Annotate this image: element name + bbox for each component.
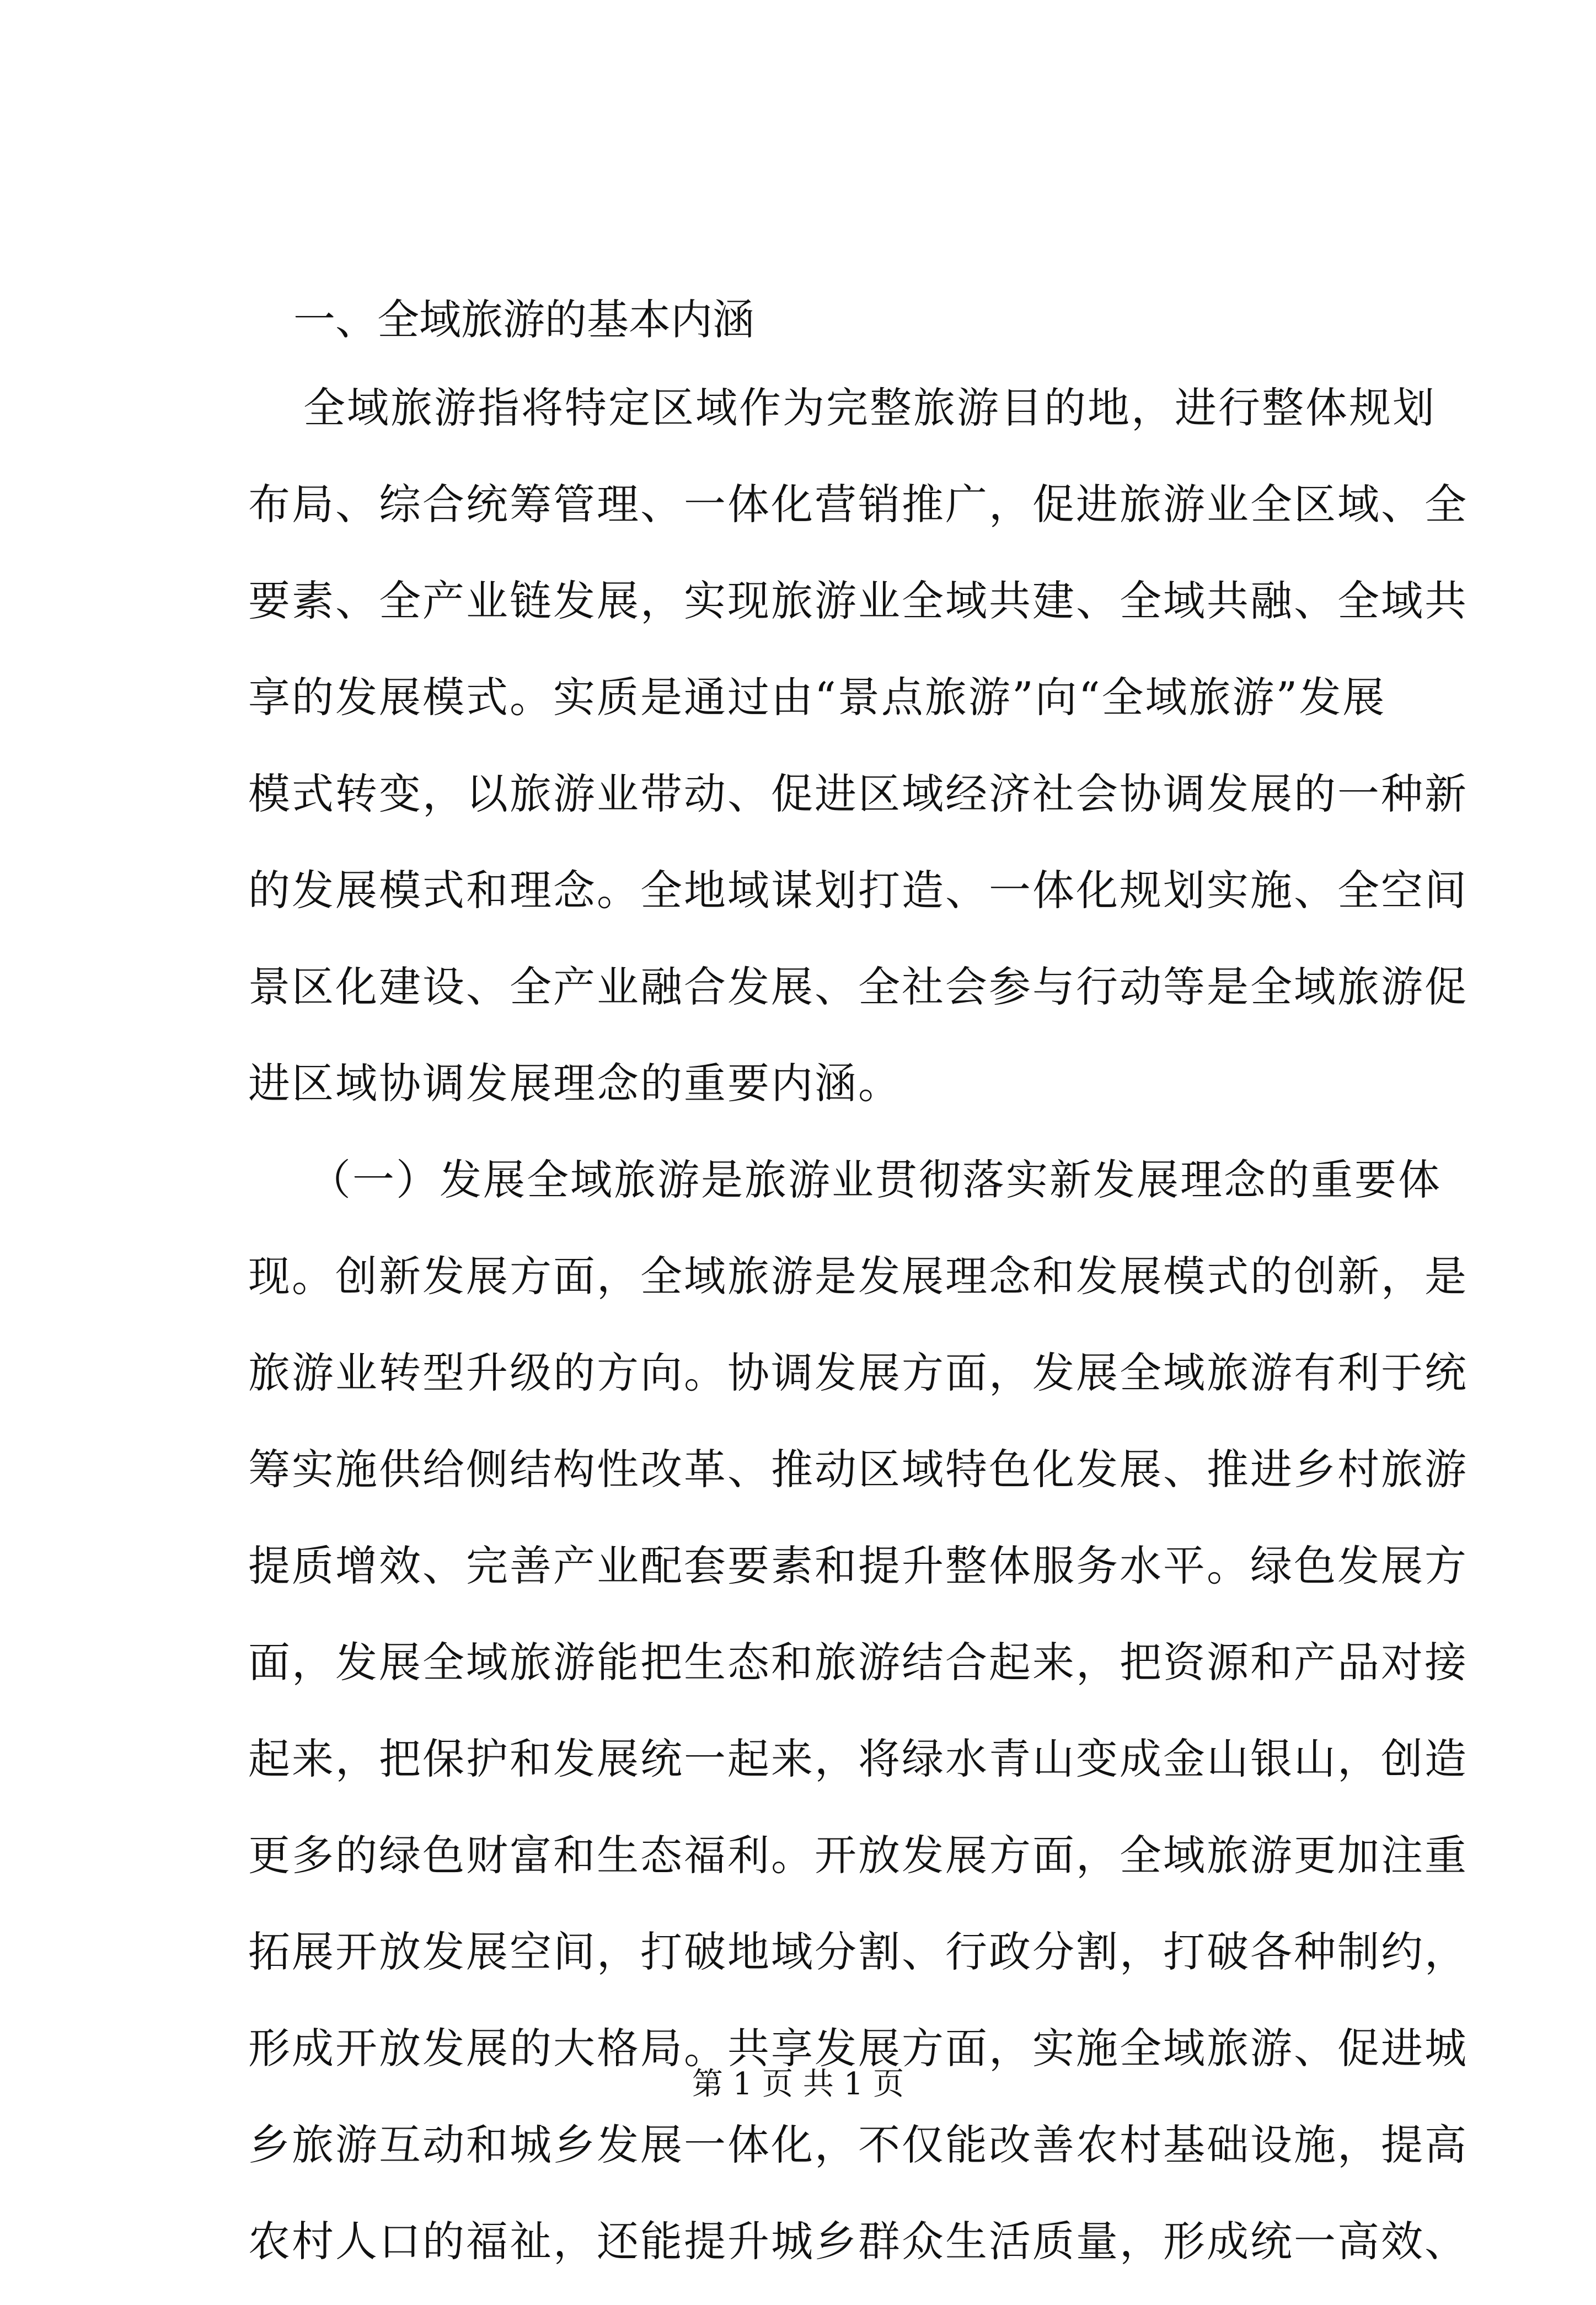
paragraph-2 (248, 1147, 1468, 2305)
paragraph-line: 旅游业转型升级的方向。协调发展方面，发展全域旅游有利于统 (248, 1348, 1468, 1397)
paragraph-line: 布局、综合统筹管理、一体化营销推广，促进旅游业全区域、全 (248, 480, 1468, 529)
document-body (248, 287, 1468, 2305)
paragraph-line: 更多的绿色财富和生态福利。开放发展方面，全域旅游更加注重 (248, 1831, 1468, 1880)
paragraph-line: 形成开放发展的大格局。共享发展方面，实施全域旅游、促进城 (248, 2024, 1468, 2073)
paragraph-line: 享的发展模式。实质是通过由“景点旅游”向“全域旅游”发展 (248, 673, 1386, 722)
paragraph-line: 农村人口的福祉，还能提升城乡群众生活质量，形成统一高效、 (248, 2217, 1468, 2266)
paragraph-line: 提质增效、完善产业配套要素和提升整体服务水平。绿色发展方 (248, 1541, 1468, 1590)
paragraph-line: 拓展开放发展空间，打破地域分割、行政分割，打破各种制约， (248, 1927, 1468, 1976)
page-footer: 第 1 页 共 1 页 (692, 2066, 904, 2102)
paragraph-line: 筹实施供给侧结构性改革、推动区域特色化发展、推进乡村旅游 (248, 1445, 1468, 1494)
paragraph-line: 乡旅游互动和城乡发展一体化，不仅能改善农村基础设施，提高 (248, 2120, 1468, 2169)
paragraph-1 (248, 375, 1468, 1147)
paragraph-line: 景区化建设、全产业融合发展、全社会参与行动等是全域旅游促 (248, 962, 1468, 1011)
paragraph-line: 起来，把保护和发展统一起来，将绿水青山变成金山银山，创造 (248, 1734, 1468, 1783)
paragraph-line: 要素、全产业链发展，实现旅游业全域共建、全域共融、全域共 (248, 576, 1468, 625)
section-heading: 一、全域旅游的基本内涵 (293, 295, 754, 344)
paragraph-line: 面，发展全域旅游能把生态和旅游结合起来，把资源和产品对接 (248, 1638, 1468, 1687)
paragraph-line: 进区域协调发展理念的重要内涵。 (248, 1059, 902, 1108)
paragraph-line: 全域旅游指将特定区域作为完整旅游目的地，进行整体规划 (303, 383, 1436, 432)
paragraph-line: 现。创新发展方面，全域旅游是发展理念和发展模式的创新，是 (248, 1252, 1468, 1301)
paragraph-line: 模式转变，以旅游业带动、促进区域经济社会协调发展的一种新 (248, 769, 1468, 818)
paragraph-line: （一）发展全域旅游是旅游业贯彻落实新发展理念的重要体 (309, 1155, 1442, 1204)
paragraph-line: 的发展模式和理念。全地域谋划打造、一体化规划实施、全空间 (248, 866, 1468, 915)
